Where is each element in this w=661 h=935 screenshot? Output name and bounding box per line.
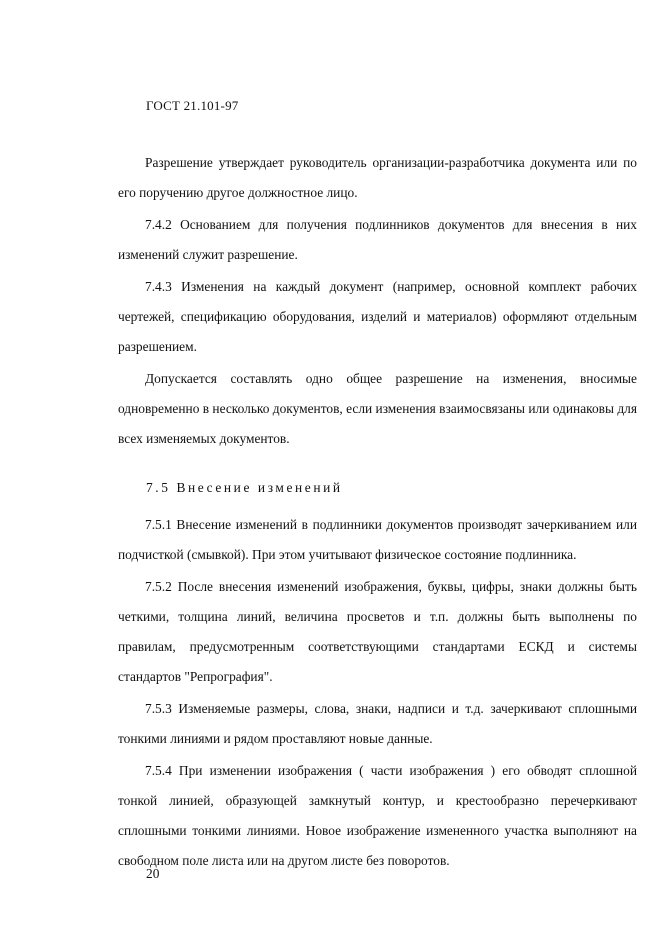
paragraph: 7.5.2 После внесения изменений изображения, буквы, цифры, знаки должны быть четкими, толщина линий, величина просветов и т.п. должны быть выполнены по правилам, предусмотренным соответствующими стандартами ЕСКД и системы стандартов "Репрография". — [118, 579, 637, 684]
paragraph: 7.5.1 Внесение изменений в подлинники документов производят зачеркиванием или подчисткой (смывкой). При этом учитывают физическое состояние подлинника. — [118, 517, 637, 562]
paragraph: 7.4.3 Изменения на каждый документ (например, основной комплект рабочих чертежей, спецификацию оборудования, изделий и материалов) оформляют отдельным разрешением. — [118, 279, 637, 354]
body-bottom — [118, 510, 637, 876]
page-number: 20 — [146, 866, 160, 881]
paragraph: Допускается составлять одно общее разрешение на изменения, вносимые одновременно в несколько документов, если изменения взаимосвязаны или одинаковы для всех изменяемых документов. — [118, 371, 637, 446]
paragraph: 7.5.3 Изменяемые размеры, слова, знаки, надписи и т.д. зачеркивают сплошными тонкими линиями и рядом проставляют новые данные. — [118, 701, 637, 746]
body-top — [118, 148, 637, 454]
paragraph: 7.5.4 При изменении изображения ( части изображения ) его обводят сплошной тонкой линией, образующей замкнутый контур, и крестообразно перечеркивают сплошными тонкими линиями. Новое изображение измененного участка выполняют на свободном поле листа или на другом листе без поворотов. — [118, 763, 637, 868]
paragraph: 7.4.2 Основанием для получения подлинников документов для внесения в них изменений служит разрешение. — [118, 217, 637, 262]
paragraph: Разрешение утверждает руководитель организации-разработчика документа или по его поручению другое должностное лицо. — [118, 155, 637, 200]
document-code: ГОСТ 21.101-97 — [146, 98, 239, 113]
section-heading: 7.5 Внесение изменений — [146, 480, 343, 495]
